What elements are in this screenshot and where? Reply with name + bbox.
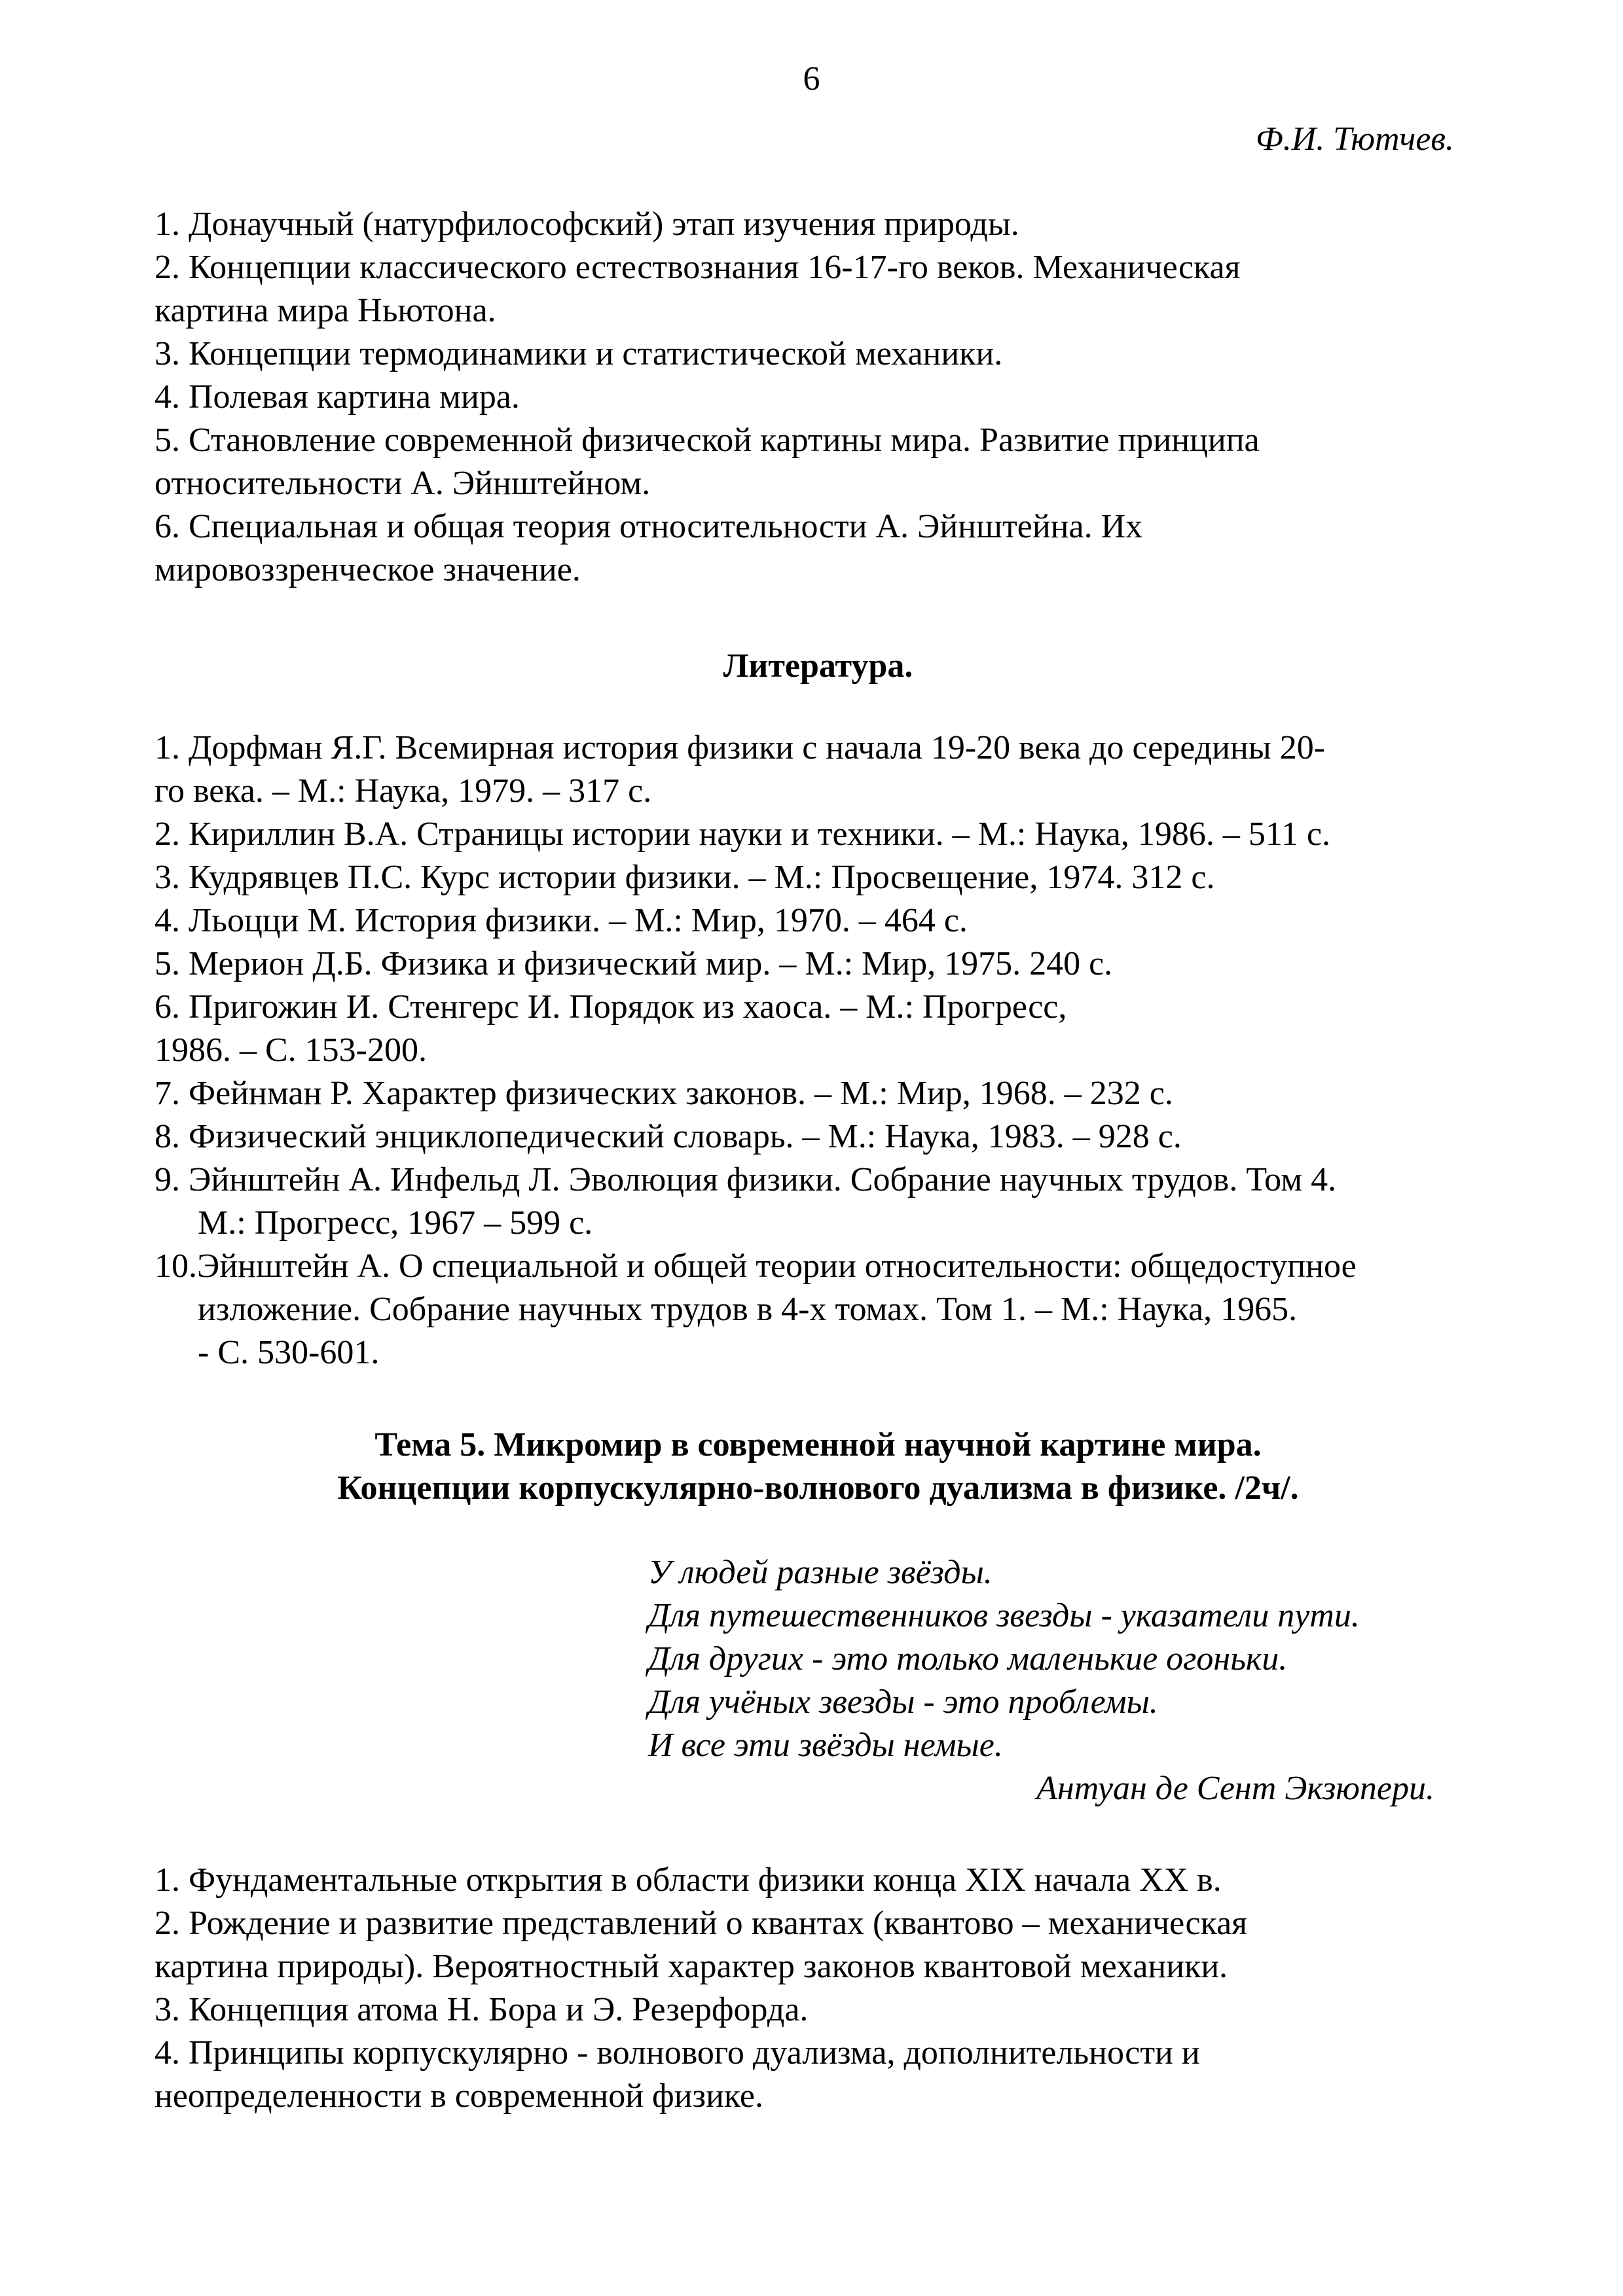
page-number: 6 — [803, 60, 820, 98]
list-item: 3. Концепция атома Н. Бора и Э. Резерфорда. — [155, 1991, 809, 2028]
list-item: 1. Донаучный (натурфилософский) этап изучения природы. — [155, 206, 1019, 243]
literature-item: го века. – М.: Наука, 1979. – 317 с. — [155, 772, 652, 810]
literature-item: 8. Физический энциклопедический словарь. – М.: Наука, 1983. – 928 с. — [155, 1118, 1182, 1155]
literature-item: 1986. – С. 153-200. — [155, 1031, 427, 1069]
list-item: 6. Специальная и общая теория относительности А. Эйнштейна. Их — [155, 508, 1143, 545]
literature-heading: Литература. — [723, 647, 913, 685]
epigraph-author-tyutchev: Ф.И. Тютчев. — [1255, 120, 1454, 158]
literature-item: изложение. Собрание научных трудов в 4-х томах. Том 1. – М.: Наука, 1965. — [198, 1291, 1298, 1328]
list-item: 4. Принципы корпускулярно - волнового дуализма, дополнительности и — [155, 2034, 1200, 2072]
epigraph-line: И все эти звёзды немые. — [648, 1727, 1003, 1764]
questions-list-1 — [155, 203, 1516, 592]
literature-item: - С. 530-601. — [198, 1334, 380, 1371]
list-item: 4. Полевая картина мира. — [155, 378, 520, 416]
literature-item: 6. Пригожин И. Стенгерс И. Порядок из хаоса. – М.: Прогресс, — [155, 988, 1067, 1026]
list-item: 3. Концепции термодинамики и статистической механики. — [155, 335, 1003, 372]
literature-item: 9. Эйнштейн А. Инфельд Л. Эволюция физики. Собрание научных трудов. Том 4. — [155, 1161, 1337, 1198]
list-item: 1. Фундаментальные открытия в области физики конца XIX начала XX в. — [155, 1861, 1222, 1899]
epigraph-line: У людей разные звёзды. — [648, 1554, 993, 1591]
epigraph-line: Для других - это только маленькие огоньки. — [648, 1640, 1288, 1677]
epigraph-line: Для учёных звезды - это проблемы. — [648, 1683, 1158, 1721]
list-item: картина мира Ньютона. — [155, 292, 496, 329]
list-item: 5. Становление современной физической картины мира. Развитие принципа — [155, 422, 1260, 459]
list-item: 2. Рождение и развитие представлений о квантах (квантово – механическая — [155, 1905, 1248, 1942]
literature-item: 3. Кудрявцев П.С. Курс истории физики. – М.: Просвещение, 1974. 312 с. — [155, 859, 1215, 896]
epigraph-author-exupery: Антуан де Сент Экзюпери. — [1036, 1770, 1434, 1807]
epigraph-line: Для путешественников звезды - указатели пути. — [648, 1597, 1360, 1634]
literature-item: 2. Кириллин В.А. Страницы истории науки и техники. – М.: Наука, 1986. – 511 с. — [155, 816, 1331, 853]
topic-heading-line-2: Концепции корпускулярно-волнового дуализма в физике. /2ч/. — [337, 1469, 1299, 1507]
literature-list — [155, 726, 1516, 1374]
epigraph — [648, 1551, 1360, 1767]
list-item: относительности А. Эйнштейном. — [155, 465, 651, 502]
literature-item: М.: Прогресс, 1967 – 599 с. — [198, 1204, 593, 1242]
literature-item: 4. Льоцци М. История физики. – М.: Мир, 1970. – 464 с. — [155, 902, 968, 939]
list-item: картина природы). Вероятностный характер законов квантовой механики. — [155, 1948, 1228, 1985]
literature-item: 10.Эйнштейн А. О специальной и общей теории относительности: общедоступное — [155, 1247, 1357, 1285]
literature-item: 7. Фейнман Р. Характер физических законов. – М.: Мир, 1968. – 232 с. — [155, 1075, 1173, 1112]
literature-item: 1. Дорфман Я.Г. Всемирная история физики с начала 19-20 века до середины 20- — [155, 729, 1326, 766]
list-item: 2. Концепции классического естествознания 16-17-го веков. Механическая — [155, 249, 1241, 286]
list-item: неопределенности в современной физике. — [155, 2077, 763, 2115]
topic-heading-line-1: Тема 5. Микромир в современной научной картине мира. — [374, 1426, 1262, 1463]
questions-list-2 — [155, 1859, 1516, 2118]
list-item: мировоззренческое значение. — [155, 551, 581, 588]
literature-item: 5. Мерион Д.Б. Физика и физический мир. – М.: Мир, 1975. 240 с. — [155, 945, 1113, 982]
